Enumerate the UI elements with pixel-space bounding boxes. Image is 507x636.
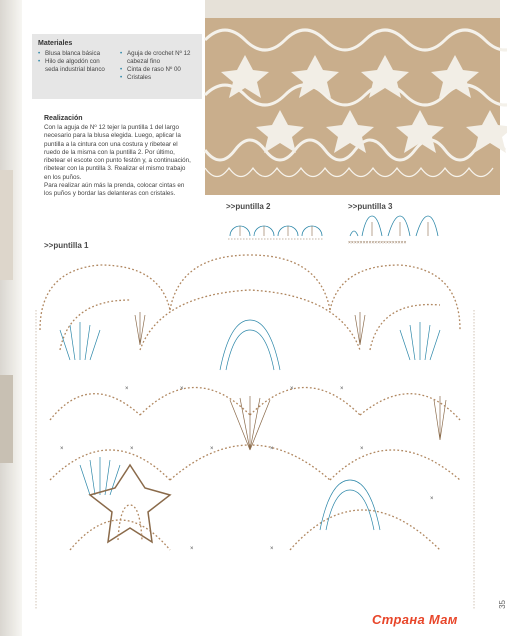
materials-item: • Cristales	[120, 74, 196, 82]
svg-text:×: ×	[60, 446, 64, 452]
facing-page-thumbnail	[0, 375, 13, 463]
puntilla-3-chart	[346, 212, 466, 246]
instructions-paragraph: Con la aguja de Nº 12 tejer la puntilla 1 del largo necesario para la blusa elegida. Luego, aplicar la puntilla a la cintura con una costura y ribetear el ruedo de la misma con la puntilla 2. Por último, ribetear el escote con punto festón y, a continuación, ribetear con la puntilla 3. Realizar el mismo trabajo en los puños.	[44, 124, 191, 181]
lace-photo-image	[205, 0, 500, 195]
instructions-title: Realización	[44, 115, 83, 122]
instructions-paragraph: Para realizar aún más la prenda, colocar cintas en los puños y bordar las delanteras con cristales.	[44, 182, 185, 198]
page-number: 35	[498, 600, 507, 609]
materials-box	[32, 34, 202, 99]
svg-text:×: ×	[190, 546, 194, 552]
svg-text:××××××××××××××××××××: ××××××××××××××××××××	[348, 240, 407, 246]
svg-text:×: ×	[270, 446, 274, 452]
svg-text:×: ×	[290, 386, 294, 392]
svg-text:×: ×	[270, 546, 274, 552]
puntilla-3-label: >>puntilla 3	[348, 202, 393, 211]
materials-item: • Hilo de algodón con seda industrial blanco	[38, 58, 114, 74]
puntilla-1-label: >>puntilla 1	[44, 241, 89, 250]
instructions-text	[44, 124, 194, 199]
svg-text:×: ×	[130, 446, 134, 452]
materials-item: • Cinta de raso Nº 00	[120, 66, 196, 74]
puntilla-1-chart	[30, 250, 480, 622]
svg-text:×: ×	[340, 386, 344, 392]
puntilla-2-chart	[224, 214, 334, 246]
site-watermark: Страна Мам	[372, 612, 458, 627]
puntilla-2-label: >>puntilla 2	[226, 202, 271, 211]
page-gutter	[0, 0, 22, 636]
materials-column	[120, 50, 196, 82]
facing-page-thumbnail	[0, 170, 13, 280]
svg-text:×: ×	[210, 446, 214, 452]
svg-text:×: ×	[360, 446, 364, 452]
svg-text:×: ×	[430, 496, 434, 502]
materials-item: • Blusa blanca básica	[38, 50, 114, 58]
svg-text:×: ×	[125, 386, 129, 392]
svg-text:×: ×	[180, 386, 184, 392]
materials-title: Materiales	[38, 40, 73, 47]
materials-item: • Aguja de crochet Nº 12 cabezal fino	[120, 50, 196, 66]
lace-photo	[205, 0, 500, 195]
materials-column	[38, 50, 114, 82]
